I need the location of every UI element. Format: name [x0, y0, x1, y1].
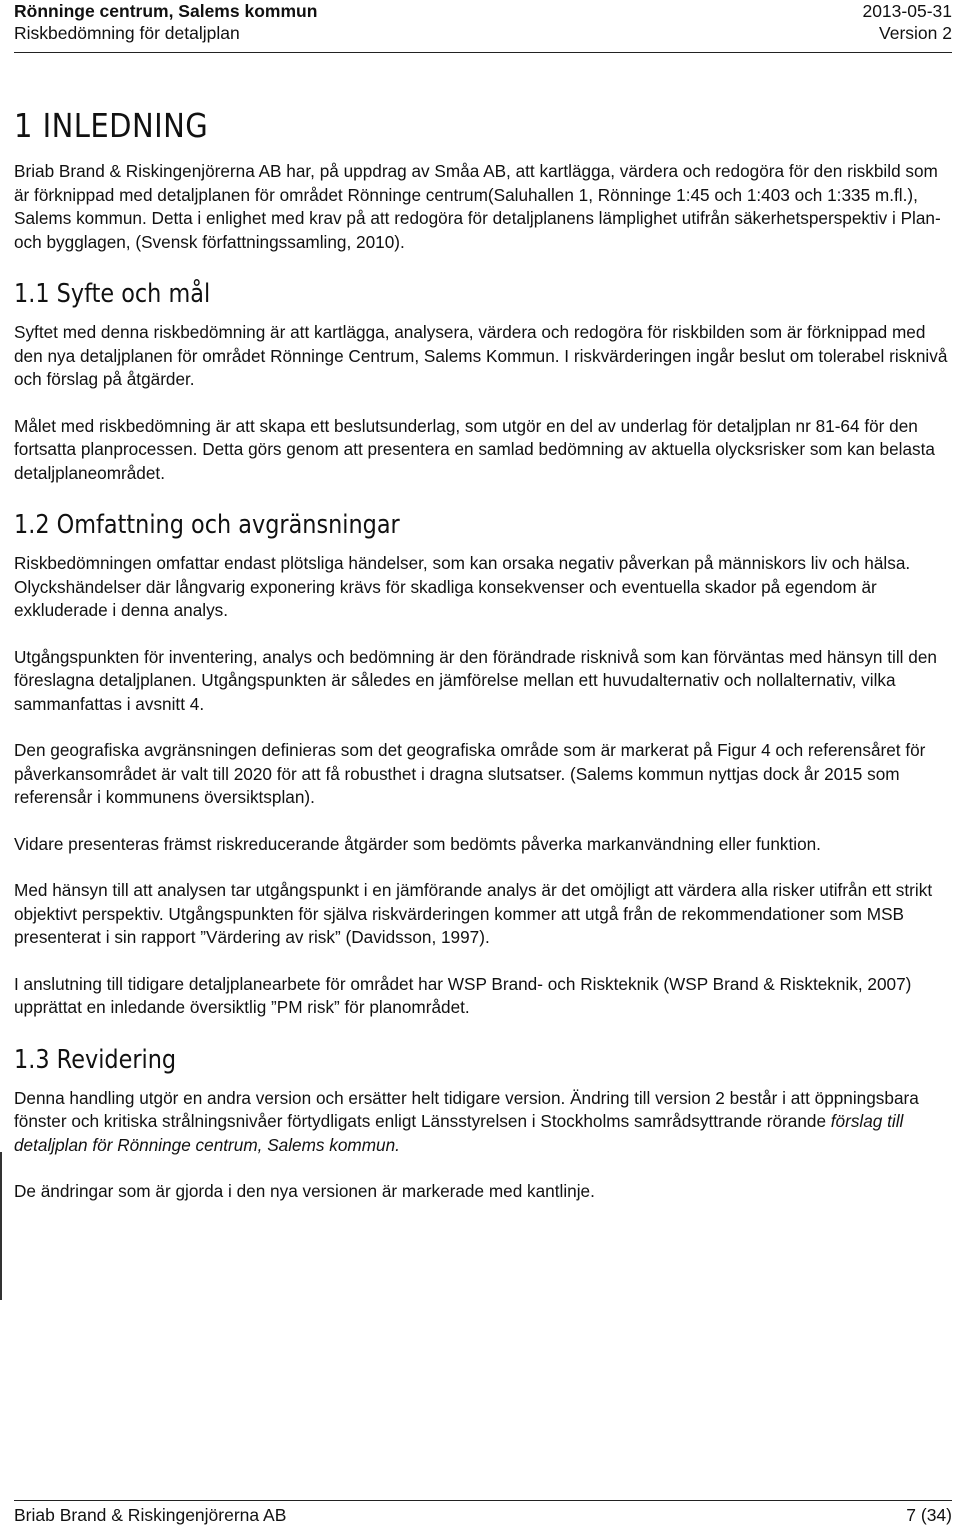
- paragraph: Vidare presenteras främst riskreducerande åtgärder som bedömts påverka markanvändning eller funktion.: [14, 833, 821, 854]
- header-row-1: [14, 0, 952, 22]
- page-footer: [14, 1500, 952, 1529]
- section-syfte-och-mal: [14, 277, 952, 485]
- paragraph-italic-text: förslag till detaljplan för Rönninge centrum, Salems kommun.: [14, 1111, 904, 1155]
- section-heading-1: 1 INLEDNING: [14, 106, 209, 145]
- document-title: Rönninge centrum, Salems kommun: [14, 1, 318, 21]
- revision-change-bar: [0, 1152, 2, 1300]
- section-heading-1-3: 1.3 Revidering: [14, 1044, 177, 1075]
- footer-company: Briab Brand & Riskingenjörerna AB: [14, 1505, 287, 1525]
- paragraph: [14, 1087, 952, 1158]
- paragraph: Den geografiska avgränsningen definieras som det geografiska område som är markerat på Figur 4 och referensåret för påverkansområdet är valt till 2020 för att få robusthet i dragna slutsatser. (Salems kommun nyttjas dock år 2015 som referensår i kommunens översiktsplan).: [14, 740, 926, 807]
- section-heading-1-1: 1.1 Syfte och mål: [14, 279, 211, 309]
- section-omfattning: [14, 508, 952, 1020]
- page-content: [14, 104, 952, 1227]
- section-revidering: [14, 1043, 952, 1204]
- document-version: Version 2: [879, 23, 952, 43]
- paragraph: Briab Brand & Riskingenjörerna AB har, på uppdrag av Småa AB, att kartlägga, värdera och redogöra för den riskbild som är förknippad med detaljplanen för området Rönninge centrum(Saluhallen 1, Rönninge 1:45 och 1:403 och 1:335 m.fl.), Salems kommun. Detta i enlighet med krav på att redogöra för detaljplanens lämplighet utifrån säkerhetsperspektiv i Plan- och bygglagen, (Svensk författningssamling, 2010).: [14, 161, 941, 252]
- paragraph: I anslutning till tidigare detaljplanearbete för området har WSP Brand- och Riskteknik (WSP Brand & Riskteknik, 2007) upprättat en inledande översiktlig ”PM risk” för planområdet.: [14, 973, 912, 1017]
- section-heading-1-2: 1.2 Omfattning och avgränsningar: [14, 510, 400, 540]
- header-row-2: [14, 22, 952, 44]
- paragraph: Med hänsyn till att analysen tar utgångspunkt i en jämförande analys är det omöjligt att värdera alla risker utifrån ett strikt objektivt perspektiv. Utgångspunkten för själva riskvärderingen kommer att utgå från de rekommendationer som MSB presenterat i sin rapport ”Värdering av risk” (Davidsson, 1997).: [14, 880, 933, 947]
- paragraph: Riskbedömningen omfattar endast plötsliga händelser, som kan orsaka negativ påverkan på människors liv och hälsa. Olyckshändelser där långvarig exponering krävs för skadliga konsekvenser och eventuella skador på egendom är exkluderade i denna analys.: [14, 553, 911, 620]
- document-date: 2013-05-31: [862, 1, 952, 21]
- paragraph: Syftet med denna riskbedömning är att kartlägga, analysera, värdera och redogöra för riskbilden som är förknippad med den nya detaljplanen för området Rönninge Centrum, Salems Kommun. I riskvärderingen ingår beslut om tolerabel risknivå och förslag på åtgärder.: [14, 322, 948, 389]
- paragraph: De ändringar som är gjorda i den nya versionen är markerade med kantlinje.: [14, 1181, 595, 1201]
- paragraph: Målet med riskbedömning är att skapa ett beslutsunderlag, som utgör en del av underlag för detaljplan nr 81-64 för den fortsatta planprocessen. Detta görs genom att presentera en samlad bedömning av aktuella olycksrisker som kan belasta detaljplaneområdet.: [14, 415, 935, 483]
- paragraph-text: Denna handling utgör en andra version och ersätter helt tidigare version. Ändring till version 2 består i att öppningsbara fönster och kritiska strålningsnivåer förtydligats enligt Länsstyrelsen i Stockholms samrådsyttrande rörande: [14, 1087, 919, 1131]
- section-inledning: [14, 104, 952, 254]
- page-header: [14, 0, 952, 53]
- document-subtitle: Riskbedömning för detaljplan: [14, 23, 240, 43]
- paragraph: Utgångspunkten för inventering, analys och bedömning är den förändrade risknivå som kan förväntas med hänsyn till den föreslagna detaljplanen. Utgångspunkten är således en jämförelse mellan ett huvudalternativ och nollalternativ, vilka sammanfattas i avsnitt 4.: [14, 646, 937, 714]
- page-number: 7 (34): [906, 1505, 952, 1525]
